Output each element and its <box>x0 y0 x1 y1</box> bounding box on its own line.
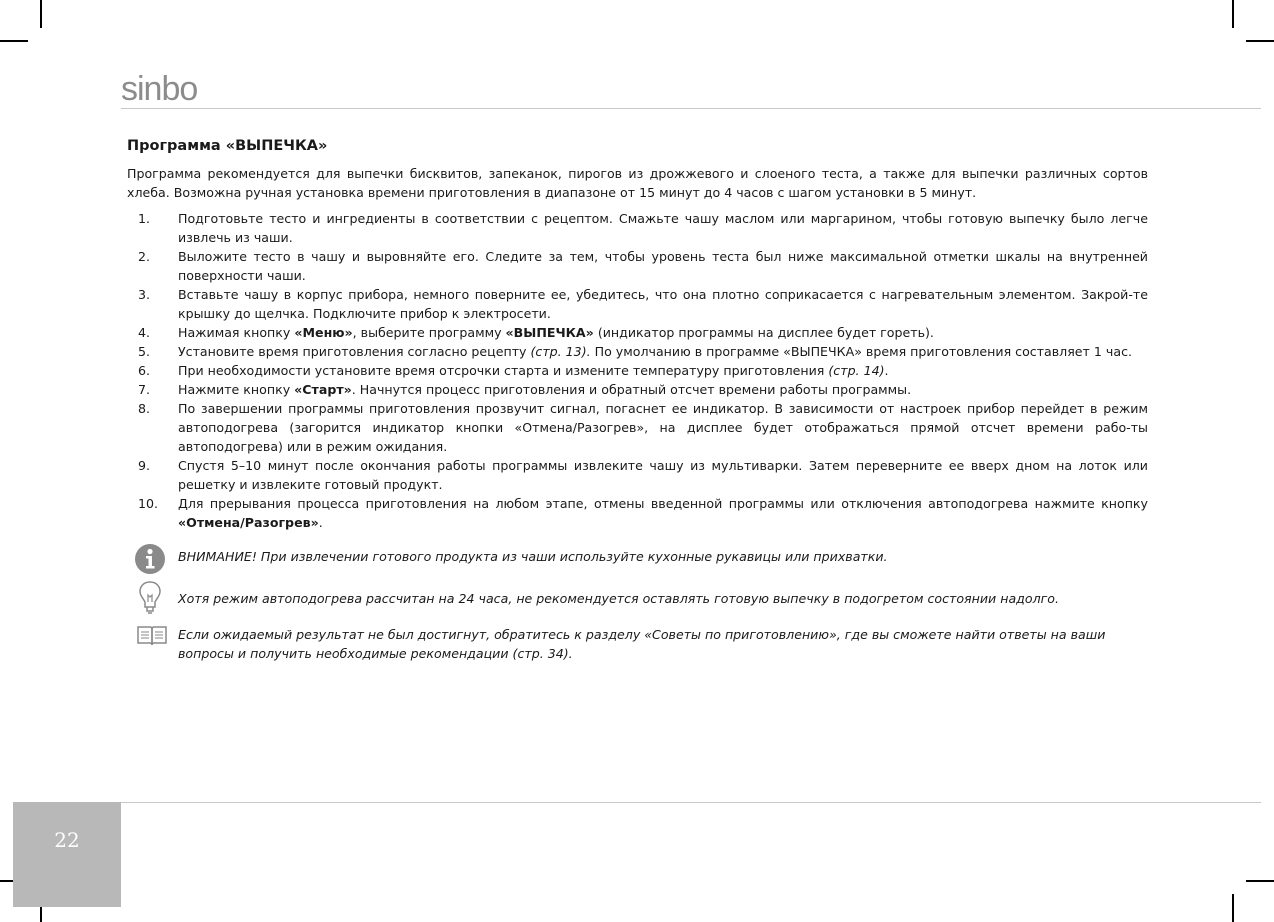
list-item: 6. При необходимости установите время отсрочки старта и измените температуру приготовления (стр. 14). <box>138 363 889 378</box>
list-item: 5. Установите время приготовления согласно рецепту (стр. 13). По умолчанию в программе «ВЫПЕЧКА» время приготовления составляет 1 час. <box>138 344 1132 359</box>
crop-mark <box>40 0 42 28</box>
book-icon <box>136 624 168 653</box>
list-item: 7. Нажмите кнопку «Старт». Начнутся процесс приготовления и обратный отсчет времени работы программы. <box>138 382 912 397</box>
list-item: 4. Нажимая кнопку «Меню», выберите программу «ВЫПЕЧКА» (индикатор программы на дисплее будет гореть). <box>138 325 934 340</box>
warning-note: ВНИМАНИЕ! При извлечении готового продукта из чаши используйте кухонные рукавицы или прихватки. <box>127 547 1148 566</box>
crop-mark <box>1246 880 1274 882</box>
info-icon <box>135 544 165 579</box>
steps-list <box>127 209 1148 532</box>
intro-paragraph: Программа рекомендуется для выпечки бисквитов, запеканок, пирогов из дрожжевого и слоеного теста, а также для выпечки различных сортов хлеба. Возможна ручная установка времени приготовления в диапазоне от 15 минут до 4 часов с шагом установки в 5 минут. <box>127 166 1148 200</box>
crop-mark <box>0 40 28 42</box>
reference-note: Если ожидаемый результат не был достигнут, обратитесь к разделу «Советы по приготовлению», где вы сможете найти ответы на ваши вопросы и получить необходимые рекомендации (стр. 34). <box>127 625 1148 663</box>
page-content <box>127 137 1148 663</box>
list-item: 9. Спустя 5–10 минут после окончания работы программы извлеките чашу из мультиварки. Затем переверните ее вверх дном на лоток или решетку и извлеките готовый продукт. <box>138 458 1148 492</box>
tip-note: Хотя режим автоподогрева рассчитан на 24 часа, не рекомендуется оставлять готовую выпечку в подогретом состоянии надолго. <box>127 589 1148 608</box>
crop-mark <box>1232 0 1234 28</box>
crop-mark <box>1232 894 1234 922</box>
page-number-box <box>13 802 121 907</box>
brand-logo: sinbo <box>121 70 198 108</box>
list-item: 2. Выложите тесто в чашу и выровняйте его. Следите за тем, чтобы уровень теста был ниже максимальной отметки шкалы на внутренней поверхности чаши. <box>138 249 1148 283</box>
header-divider <box>121 108 1261 109</box>
page-title: Программа «ВЫПЕЧКА» <box>127 138 328 154</box>
list-item: 1. Подготовьте тесто и ингредиенты в соответствии с рецептом. Смажьте чашу маслом или маргарином, чтобы готовую выпечку было легче извлечь из чаши. <box>138 211 1148 245</box>
page-number: 22 <box>54 828 80 852</box>
list-item: 10. Для прерывания процесса приготовления на любом этапе, отмены введенной программы или отключения автоподогрева нажмите кнопку «Отмена/Разогрев». <box>138 496 1148 530</box>
list-item: 3. Вставьте чашу в корпус прибора, немного поверните ее, убедитесь, что она плотно соприкасается с нагревательным элементом. Закрой-те крышку до щелчка. Подключите прибор к электросети. <box>138 287 1148 321</box>
list-item: 8. По завершении программы приготовления прозвучит сигнал, погаснет ее индикатор. В зависимости от настроек прибор перейдет в режим автоподогрева (загорится индикатор кнопки «Отмена/Разогрев», на дисплее будет отображаться прямой отсчет времени рабо-ты автоподогрева) или в режим ожидания. <box>138 401 1148 454</box>
crop-mark <box>1246 40 1274 42</box>
footer-divider <box>121 802 1261 803</box>
lightbulb-icon <box>138 580 162 621</box>
